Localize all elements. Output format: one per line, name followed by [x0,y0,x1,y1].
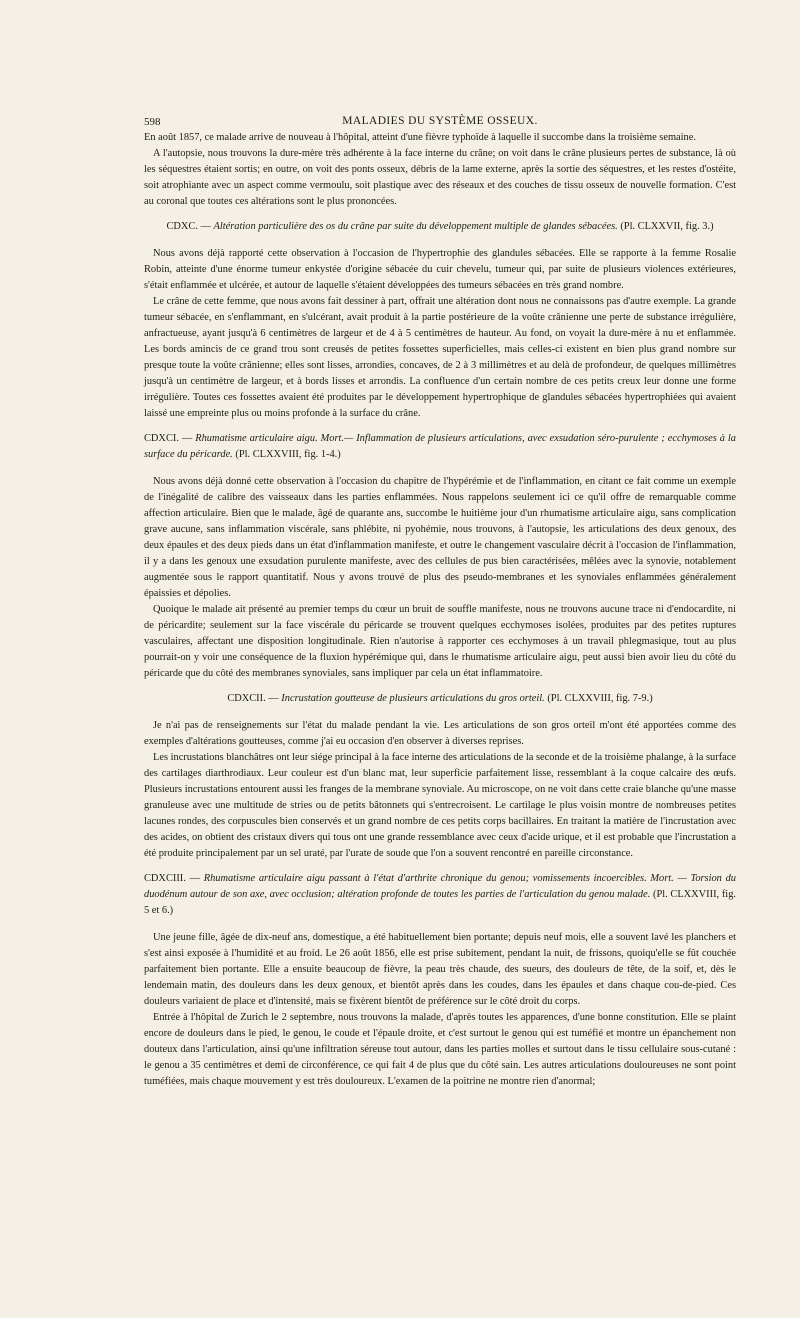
section-title: Incrustation goutteuse de plusieurs articulations du gros orteil. [281,693,545,704]
paragraph-5: Nous avons déjà donné cette observation à l'occasion du chapitre de l'hypérémie et de l'inflammation, en citant ce fait comme un exemple de l'inégalité de calibre des vaisseaux dans les parties enflammées. Nous rappelons seulement ici ce qu'il offre de remarquable comme affection articulaire. Bien que le malade, âgé de quarante ans, succombe le huitième jour d'un rhumatisme articulaire aigu, sans complication grave aucune, sans inflammation viscérale, sans phlébite, ni pyohémie, nous trouvons, à l'autopsie, les articulations des deux genoux, des deux épaules et des deux pieds dans un état d'inflammation manifeste, et outre le changement vasculaire décrit à l'occasion de l'inflammation, il y a dans les genoux une exsudation purulente manifeste, avec des cellules de pus bien caractérisées, mêlées avec la synovie, notablement augmentée sous le rapport quantitatif. Nous y avons trouvé de plus des pseudo-membranes et les synoviales enflammées généralement épaissies et dépolies. [144,476,736,599]
section-heading-cdxcii [144,691,736,707]
plate-reference: (Pl. CLXXVIII, fig. 1-4.) [235,449,341,460]
plate-reference: (Pl. CLXXVII, fig. 3.) [620,221,714,232]
paragraph-2: A l'autopsie, nous trouvons la dure-mère très adhérente à la face interne du crâne; on voit dans le crâne plusieurs pertes de substance, là où les séquestres étaient sortis; en outre, on voit des ponts osseux, débris de la lame externe, après la sortie des séquestres, et les restes d'ostéite, soit atrophiante avec un aspect comme vermoulu, soit plastique avec des réseaux et des couches de tissu osseux de nouvelle formation. C'est au coronal que toutes ces altérations sont le plus prononcées. [144,148,736,207]
section-number: CDXCII. — [227,693,279,704]
plate-reference: (Pl. CLXXVIII, fig. 5 et 6.) [144,889,736,916]
section-number: CDXC. — [166,221,211,232]
paragraph-10: Entrée à l'hôpital de Zurich le 2 septembre, nous trouvons la malade, d'après toutes les apparences, d'une bonne constitution. Elle se plaint encore de douleurs dans le pied, le genou, le coude et l'épaule droite, et c'est surtout le genou qui est tuméfié et montre un épanchement non douteux dans l'articulation, ainsi qu'une infiltration séreuse tout autour, dans les parties molles et surtout dans le tissu cellulaire sous-cutané : le genou a 35 centimètres et demi de circonférence, ce qui fait 4 de plus que du côté sain. Les autres articulations douloureuses ne sont point tuméfiées, mais chaque mouvement y est très douloureux. L'examen de la poitrine ne montre rien d'anormal; [144,1012,736,1087]
running-header [144,106,736,130]
paragraph-3: Nous avons déjà rapporté cette observation à l'occasion de l'hypertrophie des glandules sébacées. Elle se rapporte à la femme Rosalie Robin, atteinte d'une énorme tumeur enkystée d'origine sébacée du cuir chevelu, tumeur qui, par suite de plusieurs violences extérieures, s'était enflammée et ulcérée, et autour de laquelle s'étaient développées des tumeurs sébacées en très grand nombre. [144,248,736,291]
paragraph-8: Les incrustations blanchâtres ont leur siége principal à la face interne des articulations de la seconde et de la troisième phalange, à la surface des cartilages diarthrodiaux. Leur couleur est d'un blanc mat, leur superficie parfaitement lisse, ressemblant à la coque calcaire des œufs. Plusieurs incrustations entourent aussi les franges de la membrane synoviale. Au microscope, on ne voit dans cette craie blanche qu'une masse granuleuse avec une multitude de stries ou de petits bâtonnets qui s'entrecroisent. Le cartilage le plus voisin montre de nombreuses petites lacunes rondes, des corpuscules bien conservés et un grand nombre de ces petits corps bacillaires. En traitant la matière de l'incrustation avec des acides, on obtient des cristaux divers qui tous ont une grande ressemblance avec ceux d'acide urique, et il est probable que l'incrustation a été produite principalement par un sel uraté, par l'urate de soude que l'on a souvent rencontré en pareille circonstance. [144,752,736,859]
paragraph-1: En août 1857, ce malade arrive de nouveau à l'hôpital, atteint d'une fièvre typhoïde à laquelle il succombe dans la troisième semaine. [144,132,696,143]
section-heading-cdxci [144,431,736,463]
section-heading-cdxc [144,219,736,235]
section-title: Rhumatisme articulaire aigu. Mort.— Inflammation de plusieurs articulations, avec exsudation séro-purulente ; ecchymoses à la surface du péricarde. [144,433,736,460]
paragraph-7: Je n'ai pas de renseignements sur l'état du malade pendant la vie. Les articulations de son gros orteil m'ont été apportées comme des exemples d'altérations goutteuses, comme j'ai eu occasion d'en observer à diverses reprises. [144,720,736,747]
plate-reference: (Pl. CLXXVIII, fig. 7-9.) [547,693,653,704]
section-title: Altération particulière des os du crâne par suite du développement multiple de glandes sébacées. [213,221,618,232]
section-number: CDXCI. — [144,433,193,444]
section-heading-cdxciii [144,871,736,919]
section-number: CDXCIII. — [144,873,200,884]
paragraph-9: Une jeune fille, âgée de dix-neuf ans, domestique, a été habituellement bien portante; depuis neuf mois, elle a souvent lavé les planchers et s'est ainsi exposée à l'humidité et au froid. Le 26 août 1856, elle est prise subitement, pendant la nuit, de frissons, quoiqu'elle se fût couchée parfaitement bien portante. Elle a ensuite beaucoup de fièvre, la peau très chaude, des sueurs, des douleurs de tête, de la soif, et, dès le lendemain matin, des douleurs dans les deux genoux, et bientôt après dans les coudes, dans les épaules et dans chaque cou-de-pied. Ces douleurs variaient de place et d'intensité, mais se fixèrent bientôt de préférence sur le côté droit du corps. [144,932,736,1007]
paragraph-6: Quoique le malade ait présenté au premier temps du cœur un bruit de souffle manifeste, nous ne trouvons aucune trace ni d'endocardite, ni de péricardite; seulement sur la face viscérale du péricarde se trouvent quelques ecchymoses isolées, produites par des petites ruptures vasculaires, affectant une disposition longitudinale. Rien n'autorise à rapporter ces ecchymoses à un travail phlegmasique, tout au plus pourrait-on y voir une conséquence de la fluxion hypérémique qui, dans le rhumatisme articulaire aigu, peut aussi bien avoir lieu du côté du péricarde que du côté des membranes synoviales, sans impliquer par cela un état inflammatoire. [144,604,736,679]
running-title: MALADIES DU SYSTÈME OSSEUX. [342,115,538,127]
document-page [144,106,736,1090]
page-number: 598 [144,116,161,128]
paragraph-4: Le crâne de cette femme, que nous avons fait dessiner à part, offrait une altération dont nous ne connaissons pas d'autre exemple. La grande tumeur sébacée, en s'enflammant, en s'ulcérant, avait produit à la partie postérieure de la voûte crânienne une perte de substance irrégulière, anfractueuse, ayant jusqu'à 6 centimètres de largeur et de 4 à 5 centimètres de hauteur. Au fond, on voyait la dure-mère à nu et enflammée. Les bords amincis de ce grand trou sont creusés de petites fossettes superficielles, mais celles-ci existent en bien plus grand nombre sur presque toute la voûte crânienne; elles sont lisses, arrondies, concaves, de 2 à 3 millimètres et au delà de profondeur, de quelques millimètres jusqu'à un centimètre de largeur, et à bords lisses et arrondis. La confluence d'un certain nombre de ces petits creux leur donne une forme irrégulière. Toutes ces fossettes avaient été produites par le développement hypertrophique de glandules sébacées hypertrophiées qui avaient laissé une empreinte plus ou moins profonde à la surface du crâne. [144,296,736,419]
section-title: Rhumatisme articulaire aigu passant à l'état d'arthrite chronique du genou; vomissements incoercibles. Mort. — Torsion du duodénum autour de son axe, avec occlusion; altération profonde de toutes les parties de l'articulation du genou malade. [144,873,737,900]
